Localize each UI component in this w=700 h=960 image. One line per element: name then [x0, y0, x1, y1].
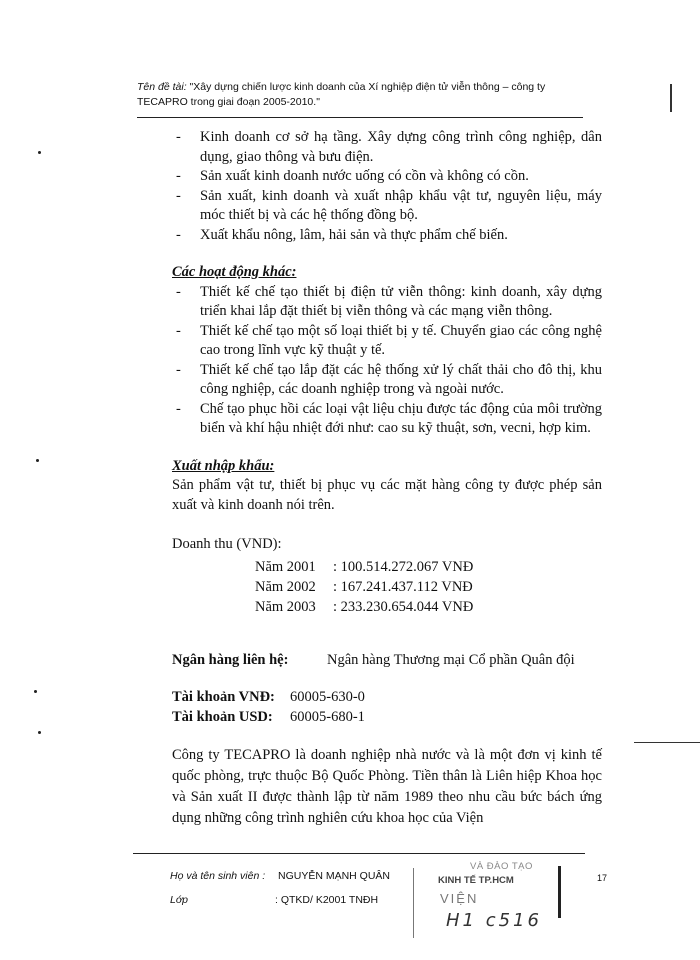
bank-row	[172, 651, 602, 671]
header-title: "Xây dựng chiến lược kinh doanh của Xí nghiệp điện tử viễn thông – công ty TECAPRO trong giai đoạn 2005-2010."	[137, 81, 546, 108]
edge-mark	[634, 742, 700, 743]
header-rule	[137, 117, 583, 118]
import-export-text: Sản phẩm vật tư, thiết bị phục vụ các mặt hàng công ty được phép sản xuất và kinh doanh nói trên.	[172, 477, 602, 513]
table-row	[255, 597, 473, 617]
list-item: - Thiết kế chế tạo thiết bị điện tử viễn thông: kinh doanh, xây dựng triển khai lắp đặt thiết bị viễn thông và các mạng viễn thông.	[172, 283, 602, 322]
class-label: Lớp	[170, 894, 189, 906]
scan-speck	[34, 690, 37, 693]
revenue-heading: Doanh thu (VND):	[172, 536, 282, 552]
scan-speck	[38, 151, 41, 154]
class-value: : QTKD/ K2001 TNĐH	[275, 894, 379, 906]
account-value: 60005-680-1	[290, 708, 365, 725]
bank-label: Ngân hàng liên hệ:	[172, 651, 289, 668]
scan-speck	[36, 459, 39, 462]
revenue-table	[255, 557, 473, 617]
account-value: 60005-630-0	[290, 689, 365, 705]
header-label: Tên đề tài:	[137, 81, 187, 93]
account-row-vnd	[172, 688, 602, 708]
page-header	[137, 80, 577, 110]
revenue-year: Năm 2001	[255, 558, 316, 575]
revenue-value: : 167.241.437.112 VNĐ	[333, 578, 473, 595]
stamp-border	[413, 868, 414, 938]
list-item: - Sản xuất kinh doanh nước uống có cồn và không có cồn.	[172, 167, 602, 187]
list-item: - Kinh doanh cơ sở hạ tầng. Xây dựng công trình công nghiệp, dân dụng, giao thông và bưu điện.	[172, 128, 602, 167]
list-item: - Thiết kế chế tạo một số loại thiết bị y tế. Chuyển giao các công nghệ cao trong lĩnh vực kỹ thuật y tế.	[172, 322, 602, 361]
other-activities-heading: Các hoạt động khác:	[172, 264, 297, 280]
list-item: - Xuất khẩu nông, lâm, hải sản và thực phẩm chế biến.	[172, 226, 602, 246]
scan-speck	[38, 731, 41, 734]
footer-rule	[133, 853, 585, 854]
business-list	[172, 128, 602, 245]
edge-mark	[670, 84, 672, 112]
library-stamp	[418, 856, 566, 940]
bank-value: Ngân hàng Thương mại Cổ phần Quân đội	[327, 651, 575, 668]
revenue-value: : 233.230.654.044 VNĐ	[333, 598, 474, 615]
stamp-line: VÀ ĐÀO TẠO	[470, 861, 533, 872]
student-name: NGUYỄN MẠNH QUÂN	[278, 870, 391, 882]
table-row	[255, 577, 473, 597]
revenue-year: Năm 2003	[255, 598, 316, 615]
page-footer	[170, 864, 430, 912]
other-activities-list	[172, 283, 602, 439]
stamp-line: VIỆN	[440, 891, 479, 906]
intro-paragraph: Công ty TECAPRO là doanh nghiệp nhà nước và là một đơn vị kinh tế quốc phòng, trực thuộc Bộ Quốc Phòng. Tiền thân là Liên hiệp Khoa học và Sản xuất II được thành lập từ năm 1989 theo nhu cầu bức bách ứng dụng những công trình nghiên cứu khoa học của Viện	[172, 747, 602, 826]
revenue-value: : 100.514.272.067 VNĐ	[333, 558, 474, 575]
document-body	[172, 128, 602, 829]
class-row	[170, 888, 430, 912]
list-item: - Thiết kế chế tạo lắp đặt các hệ thống xử lý chất thải cho đô thị, khu công nghiệp, các doanh nghiệp trong và ngoài nước.	[172, 361, 602, 400]
account-row-usd	[172, 708, 602, 728]
handwritten-note: H1 c516	[446, 910, 542, 931]
table-row	[255, 557, 473, 577]
stamp-line: KINH TẾ TP.HCM	[438, 875, 514, 886]
revenue-year: Năm 2002	[255, 578, 316, 595]
list-item: - Chế tạo phục hồi các loại vật liệu chịu được tác động của môi trường biển và khí hậu nhiệt đới như: cao su kỹ thuật, sơn, vecni, hợp kim.	[172, 400, 602, 439]
list-item: - Sản xuất, kinh doanh và xuất nhập khẩu vật tư, nguyên liệu, máy móc thiết bị và các hệ thống đồng bộ.	[172, 187, 602, 226]
account-label: Tài khoản USD:	[172, 708, 273, 725]
page-number: 17	[597, 873, 608, 883]
stamp-bar	[558, 866, 561, 918]
student-row	[170, 864, 430, 888]
account-label: Tài khoản VNĐ:	[172, 689, 275, 705]
import-export-heading: Xuất nhập khẩu:	[172, 457, 275, 474]
student-label: Họ và tên sinh viên :	[170, 870, 266, 882]
